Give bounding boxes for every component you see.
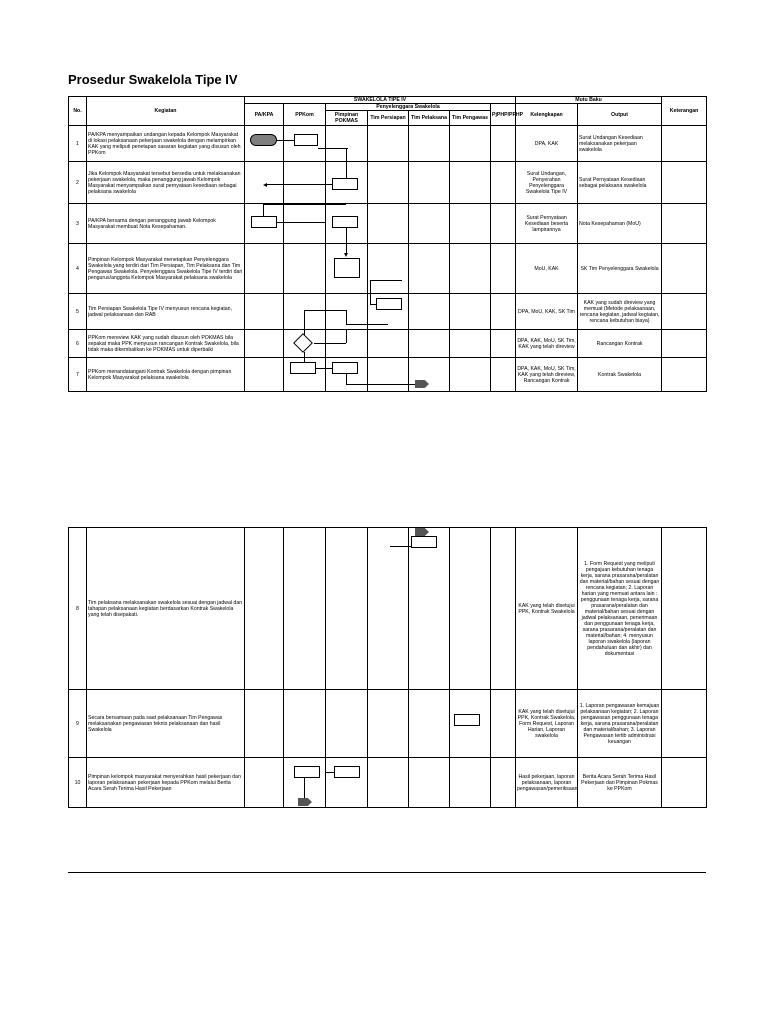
start-terminator-shape xyxy=(250,134,277,146)
row-output: Nota Kesepahaman (MoU) xyxy=(578,204,662,244)
row-output: 1. Laporan pengawasan kemajuan pelaksanaan kegiatan; 2. Laporan pengawasan penggunaan tenaga kerja, sarana prasarana/peralatan dan material/bahan; 3. Laporan Pengawasan tertib administrasi keuangan xyxy=(578,690,662,758)
header-pimpinan: Pimpinan POKMAS xyxy=(326,111,368,126)
table-row xyxy=(69,528,707,690)
flow-line xyxy=(346,384,368,385)
lane-pimpinan xyxy=(326,358,368,392)
flow-line xyxy=(326,772,334,773)
lane-ppkom xyxy=(284,294,326,330)
flow-line xyxy=(314,343,326,344)
row-no: 9 xyxy=(69,690,87,758)
process-box-shape xyxy=(332,216,358,228)
process-box-shape xyxy=(376,298,402,310)
row-keterangan xyxy=(662,126,707,162)
row-output: SK Tim Penyelenggara Swakelola xyxy=(578,244,662,294)
row-no: 10 xyxy=(69,758,87,808)
row-no: 6 xyxy=(69,330,87,358)
flow-line xyxy=(326,343,346,344)
process-box-shape xyxy=(334,258,360,278)
lane-persiapan xyxy=(368,528,409,690)
table-row xyxy=(69,126,707,162)
row-output: KAK yang sudah direview yang memuat (Metode pelaksanaan, rencana kegiatan, jadwal kegiatan, rencana kebutuhan biaya) xyxy=(578,294,662,330)
header-swakelola: SWAKELOLA TIPE IV xyxy=(245,97,516,104)
table-row xyxy=(69,330,707,358)
header-kegiatan: Kegiatan xyxy=(87,97,245,126)
lane-ppkom xyxy=(284,126,326,162)
lane-pimpinan xyxy=(326,294,368,330)
lane-pelaksana xyxy=(409,358,450,392)
row-output: Rancangan Kontrak xyxy=(578,330,662,358)
flow-line xyxy=(346,162,347,178)
lane-ppkom xyxy=(284,162,326,204)
header-no: No. xyxy=(69,97,87,126)
process-box-shape xyxy=(294,766,320,778)
process-box-shape xyxy=(332,362,358,374)
table-row xyxy=(69,244,707,294)
row-kelengkapan: Surat Undangan, Penyerahan Penyelenggara Swakelola Tipe IV xyxy=(516,162,578,204)
row-kelengkapan: Surat Pernyataan Kesediaan beserta lampirannya xyxy=(516,204,578,244)
lane-ppkom xyxy=(284,358,326,392)
row-no: 8 xyxy=(69,528,87,690)
row-output: Surat Undangan Kesediaan melaksanakan pekerjaan swakelola xyxy=(578,126,662,162)
header-pelaksana: Tim Pelaksana xyxy=(409,111,450,126)
flow-line xyxy=(370,280,371,294)
flow-line xyxy=(370,304,376,305)
flow-line xyxy=(284,184,326,185)
process-box-shape xyxy=(411,536,437,548)
lane-pimpinan xyxy=(326,758,368,808)
lane-pakpa xyxy=(245,204,284,244)
header-ppkom: PPKom xyxy=(284,104,326,126)
flow-line xyxy=(390,546,409,547)
process-box-shape xyxy=(454,714,480,726)
row-kegiatan: Tim Persiapan Swakelola Tipe IV menyusun rencana kegiatan, jadwal pelaksanaan dan RAB xyxy=(87,294,245,330)
flow-line xyxy=(304,778,305,798)
lane-ppkom xyxy=(284,204,326,244)
footer-divider xyxy=(68,872,706,873)
row-kelengkapan: DPA, KAK xyxy=(516,126,578,162)
lane-pimpinan xyxy=(326,126,368,162)
lane-pimpinan xyxy=(326,244,368,294)
row-kegiatan: Jika Kelompok Masyarakat tersebut bersedia untuk melaksanakan pekerjaan swakelola, maka penanggung jawab Kelompok Masyarakat menyampaikan surat pernyataan kesediaan sebagai pelaksana swakelola xyxy=(87,162,245,204)
row-output: Kontrak Swakelola xyxy=(578,358,662,392)
row-no: 3 xyxy=(69,204,87,244)
lane-pengawas xyxy=(450,690,491,758)
row-keterangan xyxy=(662,330,707,358)
lane-pakpa xyxy=(245,126,284,162)
row-kelengkapan: DPA, KAK, MoU, SK Tim, KAK yang telah direview xyxy=(516,330,578,358)
header-keterangan: Keterangan xyxy=(662,97,707,126)
row-kegiatan: PA/KPA menyampaikan undangan kepada Kelompok Masyarakat di lokasi pelaksanaan pekerjaan swakelola dengan melampirkan KAK yang meliputi penetapan sasaran kegiatan yang disusun oleh PPKom xyxy=(87,126,245,162)
process-box-shape xyxy=(294,134,318,146)
flow-line xyxy=(304,310,305,330)
flow-line xyxy=(346,310,347,324)
flow-line xyxy=(304,310,326,311)
flow-line xyxy=(368,384,409,385)
row-keterangan xyxy=(662,294,707,330)
lane-pakpa xyxy=(245,162,284,204)
row-kelengkapan: DPA, KAK, MoU, SK Tim, KAK yang telah direview, Rancangan Kontrak xyxy=(516,358,578,392)
lane-persiapan xyxy=(368,358,409,392)
lane-persiapan xyxy=(368,244,409,294)
row-keterangan xyxy=(662,528,707,690)
lane-ppkom xyxy=(284,758,326,808)
flow-line xyxy=(346,330,347,343)
row-no: 2 xyxy=(69,162,87,204)
flow-line xyxy=(370,280,402,281)
row-keterangan xyxy=(662,358,707,392)
flow-line xyxy=(316,368,326,369)
decision-diamond-shape xyxy=(293,333,313,353)
flow-line xyxy=(346,324,368,325)
row-keterangan xyxy=(662,758,707,808)
lane-pimpinan xyxy=(326,330,368,358)
lane-persiapan xyxy=(368,294,409,330)
header-pakpa: PA/KPA xyxy=(245,104,284,126)
row-no: 5 xyxy=(69,294,87,330)
lane-pelaksana xyxy=(409,528,450,690)
header-kelengkapan: Kelengkapan xyxy=(516,104,578,126)
flow-line xyxy=(368,324,388,325)
flow-line xyxy=(326,204,346,205)
row-keterangan xyxy=(662,162,707,204)
row-output: Berita Acara Serah Terima Hasil Pekerjaan dari Pimpinan Pokmas ke PPKom xyxy=(578,758,662,808)
flow-line xyxy=(267,184,285,185)
row-keterangan xyxy=(662,690,707,758)
row-no: 1 xyxy=(69,126,87,162)
process-box-shape xyxy=(332,178,358,190)
procedure-table-page-2 xyxy=(68,527,707,808)
offpage-connector-shape xyxy=(298,798,312,806)
row-kegiatan: Secara bersamaan pada saat pelaksanaan Tim Pengawas melaksanakan pengawasan teknis pelaksanaan dan hasil Swakelola xyxy=(87,690,245,758)
table-row xyxy=(69,358,707,392)
header-penyelenggara: Penyelenggara Swakelola xyxy=(326,104,491,111)
row-output: 1. Form Request yang meliputi pengajuan kebutuhan tenaga kerja, sarana prasarana/peralatan dan material/bahan sesuai dengan rencana kegiatan; 2. Laporan harian yang memuat antara lain : penggunaan tenaga kerja, sarana prasarana/peralatan dan material/bahan sesuai dengan jadwal pelaksanaan, penerimaan dan penggunaan tenaga kerja, sarana prasarana/peralatan dan material/bahan; 4. menyusun laporan swakelola (laporan pendahuluan dan akhir) dan dokumentasi xyxy=(578,528,662,690)
offpage-connector-shape xyxy=(415,528,429,536)
table-row xyxy=(69,690,707,758)
row-kegiatan: PA/KPA bersama dengan penanggung jawab Kelompok Masyarakat membuat Nota Kesepahaman. xyxy=(87,204,245,244)
row-keterangan xyxy=(662,204,707,244)
arrow-down xyxy=(344,253,348,257)
flow-line xyxy=(346,148,347,162)
procedure-table-page-1 xyxy=(68,96,707,392)
flow-line xyxy=(326,148,346,149)
header-mutu-baku: Mutu Baku xyxy=(516,97,662,104)
flow-line xyxy=(284,204,326,205)
flow-line xyxy=(284,222,326,223)
row-kegiatan: Pimpinan Kelompok Masyarakat menetapkan Penyelenggara Swakelola yang terdiri dari Tim Persiapan, Tim Pelaksana dan Tim Pengawas Swakelola. Penyelenggara Swakelola Tipe IV terdiri dari pengurus/anggota Kelompok Masyarakat pelaksana swakelola xyxy=(87,244,245,294)
table-row xyxy=(69,294,707,330)
lane-ppkom xyxy=(284,330,326,358)
row-kelengkapan: DPA, MoU, KAK, SK Tim xyxy=(516,294,578,330)
flow-line xyxy=(263,204,285,205)
flow-line xyxy=(346,374,347,384)
row-kelengkapan: KAK yang telah disetujui PPK, Kontrak Swakelola xyxy=(516,528,578,690)
row-kelengkapan: KAK yang telah disetujui PPK, Kontrak Swakelola, Form Request, Laporan Harian, Laporan swakelola xyxy=(516,690,578,758)
process-box-shape xyxy=(251,216,277,228)
row-no: 4 xyxy=(69,244,87,294)
row-kegiatan: Pimpinan kelompok masyarakat menyerahkan hasil pekerjaan dan laporan pelaksanaan pekerjaan kepada PPKom melalui Berita Acara Serah Terima Hasil Pekerjaan xyxy=(87,758,245,808)
page-title: Prosedur Swakelola Tipe IV xyxy=(68,72,238,87)
table-row xyxy=(69,204,707,244)
table-row xyxy=(69,758,707,808)
flow-line xyxy=(370,294,371,304)
header-pjphp: PjPHP/PPHP xyxy=(491,104,516,126)
lane-pimpinan xyxy=(326,204,368,244)
row-keterangan xyxy=(662,244,707,294)
process-box-shape xyxy=(334,766,360,778)
row-kelengkapan: Hasil pekerjaan, laporan pelaksanaan, laporan pengawasan/pemeriksaan xyxy=(516,758,578,808)
row-kegiatan: PPKom menandatangani Kontrak Swakelola dengan pimpinan Kelompok Masyarakat pelaksana swakelola xyxy=(87,358,245,392)
row-no: 7 xyxy=(69,358,87,392)
flow-line xyxy=(409,546,411,547)
row-kegiatan: Tim pelaksana melaksanakan swakelola sesuai dengan jadwal dan tahapan pelaksanaan kegiatan berdasarkan Kontrak Swakelola yang telah disepakati. xyxy=(87,528,245,690)
flow-line xyxy=(409,384,415,385)
flow-line xyxy=(263,204,264,216)
row-output: Surat Pernyataan Kesediaan sebagai pelaksana swakelola xyxy=(578,162,662,204)
flow-line xyxy=(346,228,347,244)
process-box-shape xyxy=(290,362,316,374)
lane-pimpinan xyxy=(326,162,368,204)
header-pengawas: Tim Pengawas xyxy=(450,111,491,126)
table-row xyxy=(69,162,707,204)
header-persiapan: Tim Persiapan xyxy=(368,111,409,126)
flow-line xyxy=(326,310,346,311)
row-kelengkapan: MoU, KAK xyxy=(516,244,578,294)
header-output: Output xyxy=(578,104,662,126)
row-kegiatan: PPKom mereview KAK yang sudah disusun oleh POKMAS bila sepakat maka PPK menyusun rancangan Kontrak Swakelola, bila tidak maka dikembalikan ke POKMAS untuk diperbaiki xyxy=(87,330,245,358)
offpage-connector-shape xyxy=(415,380,429,388)
